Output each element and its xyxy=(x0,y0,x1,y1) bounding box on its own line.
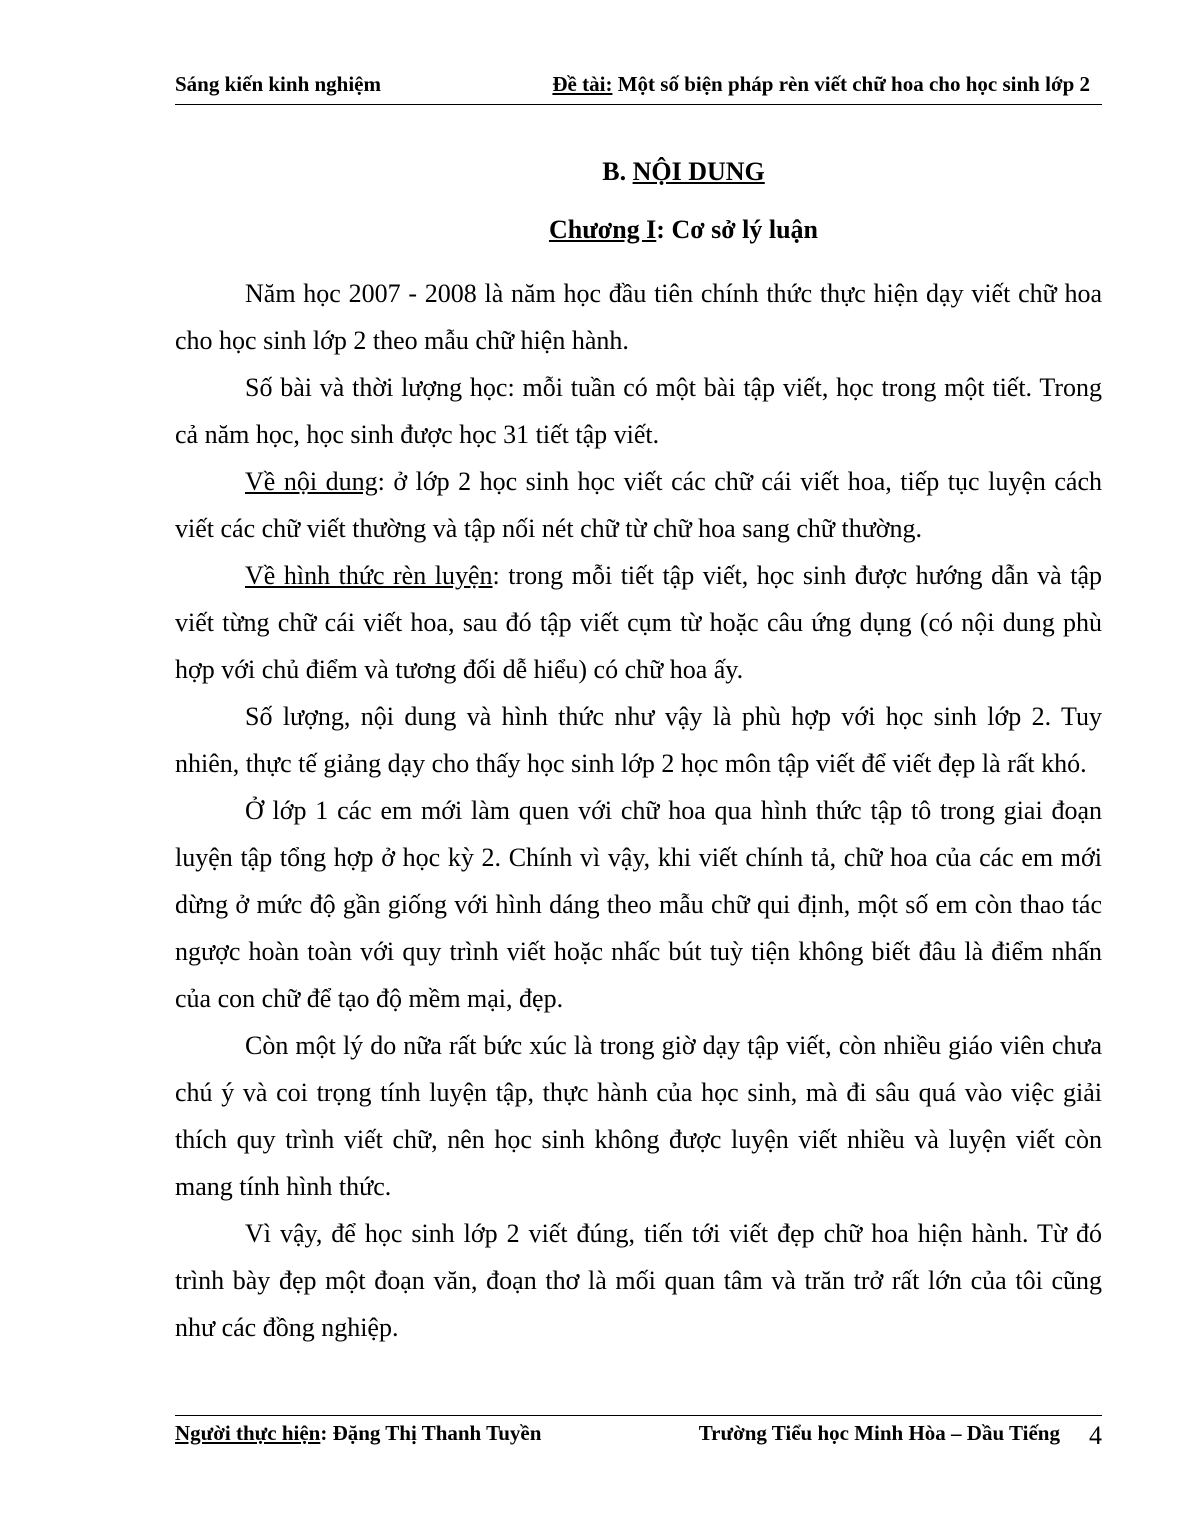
chapter-title: : Cơ sở lý luận xyxy=(656,215,819,244)
paragraph: Còn một lý do nữa rất bức xúc là trong giờ dạy tập viết, còn nhiều giáo viên chưa chú ý và coi trọng tính luyện tập, thực hành của học sinh, mà đi sâu quá vào việc giải thích quy trình viết chữ, nên học sinh không được luyện viết nhiều và luyện viết còn mang tính hình thức. xyxy=(175,1031,1102,1201)
header-topic xyxy=(552,72,1090,97)
footer-author-label: Người thực hiện xyxy=(175,1421,321,1445)
footer-school: Trường Tiểu học Minh Hòa – Dầu Tiếng xyxy=(698,1421,1060,1445)
chapter-label: Chương I xyxy=(548,215,657,244)
section-title: NỘI DUNG xyxy=(632,157,765,186)
paragraph-label: Về hình thức rèn luyện xyxy=(245,561,493,590)
paragraph: Số lượng, nội dung và hình thức như vậy là phù hợp với học sinh lớp 2. Tuy nhiên, thực tế giảng dạy cho thấy học sinh lớp 2 học môn tập viết để viết đẹp là rất khó. xyxy=(175,702,1102,778)
header-topic-label: Đề tài: xyxy=(552,72,613,96)
paragraph-text: : ở lớp 2 học sinh học viết các chữ cái viết hoa, tiếp tục luyện cách viết các chữ viết thường và tập nối nét chữ từ chữ hoa sang chữ thường. xyxy=(175,467,1102,543)
section-heading xyxy=(175,157,1102,187)
paragraph-label: Về nội dung xyxy=(245,467,378,496)
paragraph-text: : trong mỗi tiết tập viết, học sinh được hướng dẫn và tập viết từng chữ cái viết hoa, sau đó tập viết cụm từ hoặc câu ứng dụng (có nội dung phù hợp với chủ điểm và tương đối dễ hiểu) có chữ hoa ấy. xyxy=(175,561,1102,684)
document-body xyxy=(175,270,1102,1351)
section-prefix: B. xyxy=(602,157,633,186)
paragraph: Vì vậy, để học sinh lớp 2 viết đúng, tiến tới viết đẹp chữ hoa hiện hành. Từ đó trình bày đẹp một đoạn văn, đoạn thơ là mối quan tâm và trăn trở rất lớn của tôi cũng như các đồng nghiệp. xyxy=(175,1219,1102,1342)
chapter-heading xyxy=(175,215,1102,245)
paragraph xyxy=(175,458,1102,552)
page-header xyxy=(175,70,1102,105)
header-document-type: Sáng kiến kinh nghiệm xyxy=(175,72,382,96)
paragraph: Năm học 2007 - 2008 là năm học đầu tiên chính thức thực hiện dạy viết chữ hoa cho học sinh lớp 2 theo mẫu chữ hiện hành. xyxy=(175,279,1102,355)
footer-author-name: : Đặng Thị Thanh Tuyền xyxy=(320,1421,542,1445)
paragraph: Số bài và thời lượng học: mỗi tuần có một bài tập viết, học trong một tiết. Trong cả năm học, học sinh được học 31 tiết tập viết. xyxy=(175,373,1102,449)
header-topic-title: Một số biện pháp rèn viết chữ hoa cho học sinh lớp 2 xyxy=(612,72,1090,96)
page-number: 4 xyxy=(1089,1421,1102,1450)
paragraph xyxy=(175,552,1102,693)
footer-author xyxy=(175,1421,541,1446)
paragraph: Ở lớp 1 các em mới làm quen với chữ hoa qua hình thức tập tô trong giai đoạn luyện tập tổng hợp ở học kỳ 2. Chính vì vậy, khi viết chính tả, chữ hoa của các em mới dừng ở mức độ gần giống với hình dáng theo mẫu chữ qui định, một số em còn thao tác ngược hoàn toàn với quy trình viết hoặc nhấc bút tuỳ tiện không biết đâu là điểm nhấn của con chữ để tạo độ mềm mại, đẹp. xyxy=(175,796,1102,1013)
page-footer xyxy=(175,1415,1102,1456)
